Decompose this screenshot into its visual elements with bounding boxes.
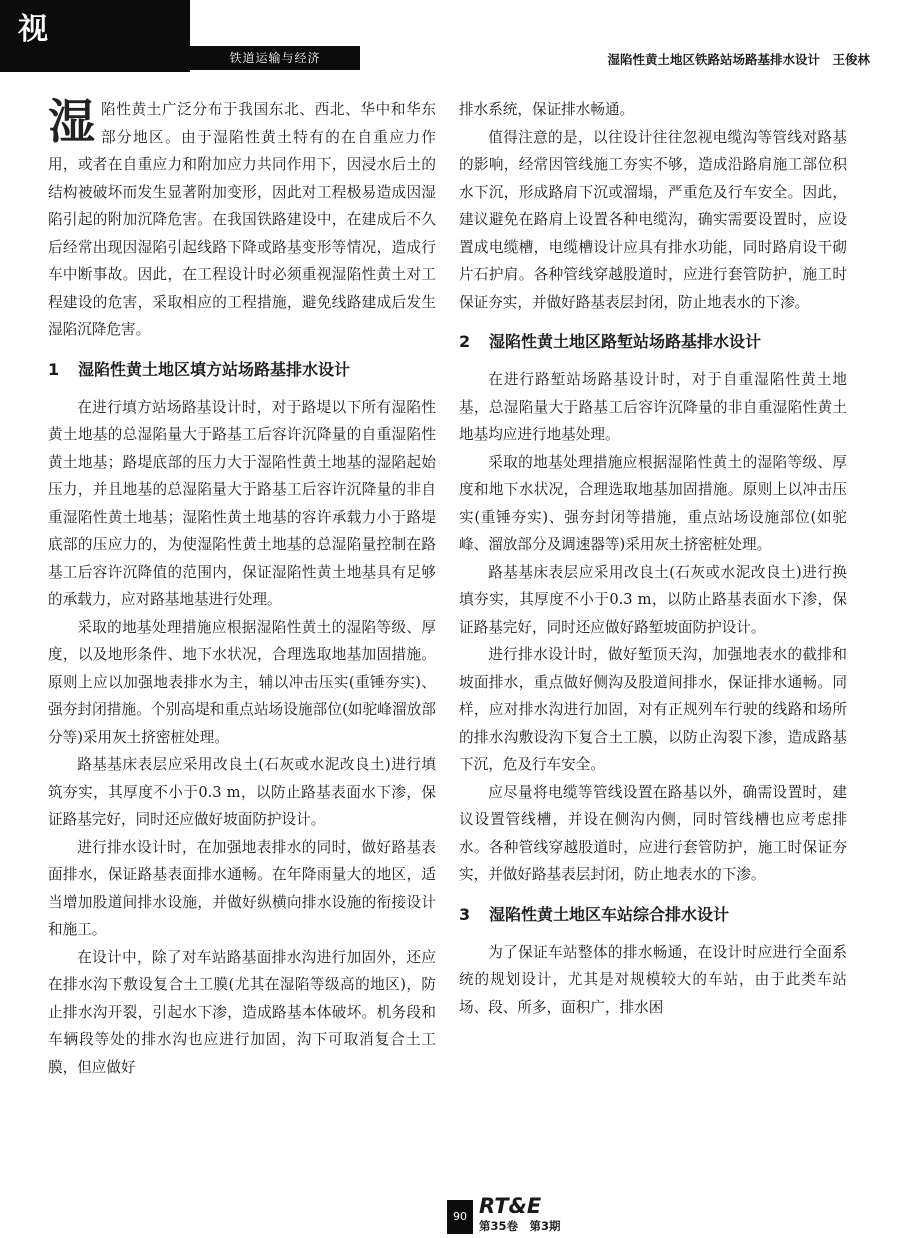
section-1-title: 湿陷性黄土地区填方站场路基排水设计: [78, 359, 351, 379]
section-2-heading: [459, 330, 847, 354]
body-paragraph: 应尽量将电缆等管线设置在路基以外，确需设置时，建议设置管线槽，并设在侧沟内侧，同时管线槽也应考虑排水。各种管线穿越股道时，应进行套管防护，施工时保证夯实，并做好路基表层封闭，防止地表水的下渗。: [459, 783, 847, 883]
body-paragraph: 在进行填方站场路基设计时，对于路堤以下所有湿陷性黄土地基的总湿陷量大于路基工后容许沉降量的自重湿陷性黄土地基；路堤底部的压力大于湿陷性黄土地基的湿陷起始压力，并且地基的总湿陷量大于路基工后容许沉降量的非自重湿陷性黄土地基；湿陷性黄土地基的容许承载力小于路堤底部的压应力的，为使湿陷性黄土地基的总湿陷量控制在路基工后容许沉降值的范围内，保证湿陷性黄土地基具有足够的承载力，应对路基地基进行处理。: [48, 398, 436, 608]
body-paragraph: 采取的地基处理措施应根据湿陷性黄土的湿陷等级、厚度和地下水状况，合理选取地基加固措施。原则上以冲击压实(重锤夯实)、强夯封闭等措施，重点站场设施部位(如驼峰、溜放部分及调速器等)采用灰土挤密桩处理。: [459, 453, 847, 553]
section-1-heading: [48, 358, 436, 382]
body-paragraph: 进行排水设计时，做好堑顶天沟，加强地表水的截排和坡面排水，重点做好侧沟及股道间排水，保证排水通畅。同样，应对排水沟进行加固，对有正规列车行驶的线路和场所的排水沟敷设沟下复合土工膜，以防止沟裂下渗，造成路基下沉，危及行车安全。: [459, 646, 847, 773]
section-1-number: 1: [48, 359, 60, 379]
section-3-title: 湿陷性黄土地区车站综合排水设计: [489, 904, 730, 924]
journal-logo: RT&E: [479, 1194, 542, 1218]
intro-text: 陷性黄土广泛分布于我国东北、西北、华中和华东部分地区。由于湿陷性黄土特有的在自重应力作用，或者在自重应力和附加应力共同作用下，因浸水后土的结构被破坏而发生显著附加变形，因此对工程极易造成因湿陷引起的附加沉降危害。在我国铁路建设中，在建成后不久后经常出现因湿陷引起线路下降或路基变形等情况，造成行车中断事故。因此，在工程设计时必须重视湿陷性黄土对工程建设的危害，采取相应的工程措施，避免线路建成后发生湿陷沉降危害。: [48, 101, 436, 338]
section-2-title: 湿陷性黄土地区路堑站场路基排水设计: [489, 332, 762, 351]
drop-cap: 湿: [48, 95, 95, 150]
page-number: 90: [447, 1200, 473, 1234]
body-paragraph: 进行排水设计时，在加强地表排水的同时，做好路基表面排水，保证路基表面排水通畅。在年降雨量大的地区，适当增加股道间排水设施，并做好纵横向排水设施的衔接设计和施工。: [48, 838, 436, 938]
left-column: [48, 96, 436, 1081]
column-header: [0, 0, 360, 107]
page-footer: [447, 1194, 597, 1236]
column-subtitle: 铁道运输与经济: [190, 46, 360, 70]
body-paragraph: 在设计中，除了对车站路基面排水沟进行加固外，还应在排水沟下敷设复合土工膜(尤其在湿陷等级高的地区)，防止排水沟开裂，引起水下渗，造成路基本体破坏。机务段和车辆段等处的排水沟也应进行加固，沟下可取消复合土工膜，但应做好: [48, 948, 436, 1076]
body-paragraph: 值得注意的是，以往设计往往忽视电缆沟等管线对路基的影响，经常因管线施工夯实不够，造成沿路肩施工部位积水下沉，形成路肩下沉或溜塌，严重危及行车安全。因此，建议避免在路肩上设置各种电缆沟，确实需要设置时，应设置成电缆槽，电缆槽设计应具有排水功能，同时路肩设干砌片石护肩。各种管线穿越股道时，应进行套管防护，施工时保证夯实，并做好路基表层封闭，防止地表水的下渗。: [459, 128, 847, 311]
right-column: [459, 96, 847, 1021]
body-paragraph: 采取的地基处理措施应根据湿陷性黄土的湿陷等级、厚度，以及地形条件、地下水状况，合理选取地基加固措施。原则上应以加强地表排水为主，辅以冲击压实(重锤夯实)、强夯封闭措施。个别高堤和重点站场设施部位(如驼峰溜放部分等)采用灰土挤密桩处理。: [48, 618, 436, 746]
section-3-number: 3: [459, 904, 471, 924]
running-title: 湿陷性黄土地区铁路站场路基排水设计 王俊林: [607, 52, 870, 67]
section-3-heading: [459, 903, 847, 927]
volume-issue: 第35卷 第3期: [479, 1219, 561, 1233]
body-paragraph: 为了保证车站整体的排水畅通，在设计时应进行全面系统的规划设计，尤其是对规模较大的车站，由于此类车站场、段、所多，面积广，排水困: [459, 943, 847, 1016]
section-2-number: 2: [459, 332, 471, 351]
body-paragraph: 路基基床表层应采用改良土(石灰或水泥改良土)进行填筑夯实，其厚度不小于0.3 m，以防止路基表面水下渗，保证路基完好，同时还应做好坡面防护设计。: [48, 756, 436, 828]
intro-paragraph: [48, 96, 436, 344]
column-title: 视 窗: [0, 0, 190, 72]
continuation-paragraph: 排水系统，保证排水畅通。: [459, 101, 635, 118]
body-paragraph: 在进行路堑站场路基设计时，对于自重湿陷性黄土地基，总湿陷量大于路基工后容许沉降量的非自重湿陷性黄土地基均应进行地基处理。: [459, 371, 847, 443]
body-paragraph: 路基基床表层应采用改良土(石灰或水泥改良土)进行换填夯实，其厚度不小于0.3 m，以防止路基表面水下渗，保证路基完好，同时还应做好路堑坡面防护设计。: [459, 563, 847, 636]
